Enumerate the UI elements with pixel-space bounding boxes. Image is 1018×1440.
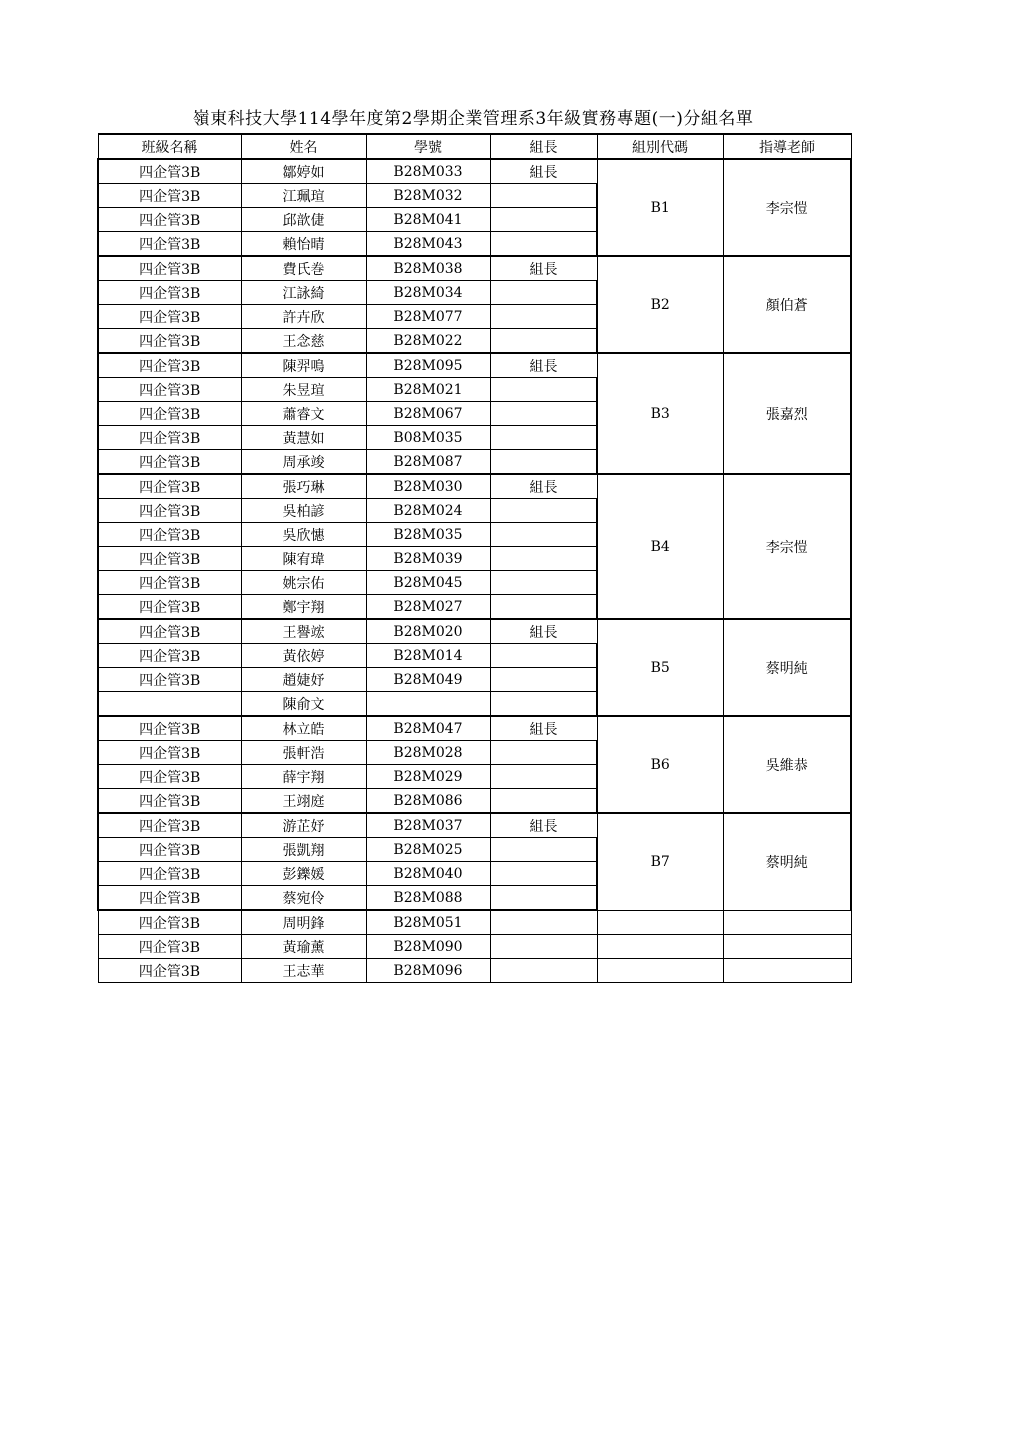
class-cell — [98, 692, 241, 717]
class-cell: 四企管3B — [98, 208, 241, 232]
group-code-cell — [597, 935, 723, 959]
student-id-cell: B28M090 — [366, 935, 490, 959]
leader-cell — [490, 523, 597, 547]
student-id-cell: B28M045 — [366, 571, 490, 595]
student-id-cell: B28M034 — [366, 281, 490, 305]
student-id-cell: B28M035 — [366, 523, 490, 547]
class-cell: 四企管3B — [98, 159, 241, 184]
name-cell: 王念慈 — [241, 329, 366, 354]
class-cell: 四企管3B — [98, 619, 241, 644]
student-id-cell: B28M021 — [366, 378, 490, 402]
leader-cell — [490, 281, 597, 305]
name-cell: 蔡宛伶 — [241, 886, 366, 911]
student-id-cell: B28M030 — [366, 474, 490, 499]
name-cell: 王志華 — [241, 959, 366, 983]
ungrouped-rows — [98, 910, 851, 983]
class-cell: 四企管3B — [98, 499, 241, 523]
class-cell: 四企管3B — [98, 378, 241, 402]
grouped-rows — [98, 159, 851, 910]
table-row — [98, 256, 851, 281]
student-id-cell: B28M051 — [366, 910, 490, 935]
column-header-class: 班級名稱 — [98, 134, 241, 159]
leader-cell — [490, 910, 597, 935]
class-cell: 四企管3B — [98, 935, 241, 959]
column-header-name: 姓名 — [241, 134, 366, 159]
group-code-cell: B3 — [597, 353, 723, 474]
class-cell: 四企管3B — [98, 474, 241, 499]
leader-cell: 組長 — [490, 159, 597, 184]
name-cell: 張凱翔 — [241, 838, 366, 862]
leader-cell — [490, 644, 597, 668]
leader-cell — [490, 232, 597, 257]
leader-cell — [490, 329, 597, 354]
student-id-cell: B28M014 — [366, 644, 490, 668]
name-cell: 薛宇翔 — [241, 765, 366, 789]
name-cell: 江珮瑄 — [241, 184, 366, 208]
class-cell: 四企管3B — [98, 523, 241, 547]
class-cell: 四企管3B — [98, 838, 241, 862]
class-cell: 四企管3B — [98, 184, 241, 208]
leader-cell — [490, 378, 597, 402]
name-cell: 江詠綺 — [241, 281, 366, 305]
class-cell: 四企管3B — [98, 547, 241, 571]
student-id-cell: B08M035 — [366, 426, 490, 450]
name-cell: 黃慧如 — [241, 426, 366, 450]
leader-cell — [490, 838, 597, 862]
class-cell: 四企管3B — [98, 862, 241, 886]
class-cell: 四企管3B — [98, 305, 241, 329]
leader-cell: 組長 — [490, 813, 597, 838]
student-id-cell — [366, 692, 490, 717]
name-cell: 陳俞文 — [241, 692, 366, 717]
group-code-cell — [597, 910, 723, 935]
student-id-cell: B28M049 — [366, 668, 490, 692]
class-cell: 四企管3B — [98, 353, 241, 378]
table-header — [98, 134, 851, 159]
name-cell: 許卉欣 — [241, 305, 366, 329]
leader-cell — [490, 959, 597, 983]
student-id-cell: B28M039 — [366, 547, 490, 571]
student-id-cell: B28M022 — [366, 329, 490, 354]
name-cell: 張巧琳 — [241, 474, 366, 499]
name-cell: 吳柏諺 — [241, 499, 366, 523]
class-cell: 四企管3B — [98, 765, 241, 789]
group-roster-table — [97, 133, 852, 983]
table-row — [98, 619, 851, 644]
leader-cell: 組長 — [490, 716, 597, 741]
student-id-cell: B28M038 — [366, 256, 490, 281]
class-cell: 四企管3B — [98, 910, 241, 935]
table-row — [98, 716, 851, 741]
name-cell: 王譽竤 — [241, 619, 366, 644]
name-cell: 王翊庭 — [241, 789, 366, 814]
class-cell: 四企管3B — [98, 281, 241, 305]
advisor-cell — [723, 935, 851, 959]
column-header-advisor: 指導老師 — [723, 134, 851, 159]
name-cell: 張軒浩 — [241, 741, 366, 765]
leader-cell — [490, 547, 597, 571]
table-row — [98, 159, 851, 184]
student-id-cell: B28M040 — [366, 862, 490, 886]
class-cell: 四企管3B — [98, 644, 241, 668]
class-cell: 四企管3B — [98, 741, 241, 765]
student-id-cell: B28M067 — [366, 402, 490, 426]
name-cell: 鄒婷如 — [241, 159, 366, 184]
name-cell: 黃依婷 — [241, 644, 366, 668]
table-row — [98, 959, 851, 983]
student-id-cell: B28M027 — [366, 595, 490, 620]
advisor-cell: 李宗愷 — [723, 474, 851, 619]
class-cell: 四企管3B — [98, 668, 241, 692]
advisor-cell: 蔡明純 — [723, 813, 851, 910]
class-cell: 四企管3B — [98, 402, 241, 426]
document-title: 嶺東科技大學114學年度第2學期企業管理系3年級實務專題(一)分組名單 — [192, 109, 754, 129]
leader-cell — [490, 886, 597, 911]
table-row — [98, 935, 851, 959]
column-header-group-code: 組別代碼 — [597, 134, 723, 159]
class-cell: 四企管3B — [98, 595, 241, 620]
name-cell: 彭鑠媛 — [241, 862, 366, 886]
class-cell: 四企管3B — [98, 450, 241, 475]
student-id-cell: B28M028 — [366, 741, 490, 765]
leader-cell: 組長 — [490, 256, 597, 281]
leader-cell — [490, 595, 597, 620]
student-id-cell: B28M025 — [366, 838, 490, 862]
table-row — [98, 474, 851, 499]
student-id-cell: B28M088 — [366, 886, 490, 911]
advisor-cell — [723, 959, 851, 983]
name-cell: 陳羿鳴 — [241, 353, 366, 378]
group-code-cell: B1 — [597, 159, 723, 256]
name-cell: 朱昱瑄 — [241, 378, 366, 402]
leader-cell — [490, 765, 597, 789]
leader-cell: 組長 — [490, 353, 597, 378]
class-cell: 四企管3B — [98, 256, 241, 281]
group-code-cell — [597, 959, 723, 983]
name-cell: 陳宥瑋 — [241, 547, 366, 571]
leader-cell — [490, 668, 597, 692]
class-cell: 四企管3B — [98, 813, 241, 838]
name-cell: 周明鋒 — [241, 910, 366, 935]
student-id-cell: B28M087 — [366, 450, 490, 475]
column-header-student-id: 學號 — [366, 134, 490, 159]
table-row — [98, 813, 851, 838]
class-cell: 四企管3B — [98, 959, 241, 983]
name-cell: 游芷妤 — [241, 813, 366, 838]
student-id-cell: B28M077 — [366, 305, 490, 329]
name-cell: 費氏巻 — [241, 256, 366, 281]
student-id-cell: B28M086 — [366, 789, 490, 814]
class-cell: 四企管3B — [98, 716, 241, 741]
student-id-cell: B28M043 — [366, 232, 490, 257]
name-cell: 邱歆倢 — [241, 208, 366, 232]
student-id-cell: B28M096 — [366, 959, 490, 983]
student-id-cell: B28M024 — [366, 499, 490, 523]
leader-cell — [490, 571, 597, 595]
class-cell: 四企管3B — [98, 886, 241, 911]
name-cell: 賴怡晴 — [241, 232, 366, 257]
advisor-cell: 吳維恭 — [723, 716, 851, 813]
name-cell: 蕭睿文 — [241, 402, 366, 426]
table-row — [98, 910, 851, 935]
leader-cell — [490, 450, 597, 475]
group-code-cell: B6 — [597, 716, 723, 813]
name-cell: 鄭宇翔 — [241, 595, 366, 620]
leader-cell — [490, 208, 597, 232]
leader-cell — [490, 499, 597, 523]
class-cell: 四企管3B — [98, 329, 241, 354]
leader-cell: 組長 — [490, 619, 597, 644]
leader-cell — [490, 692, 597, 717]
leader-cell — [490, 184, 597, 208]
leader-cell — [490, 935, 597, 959]
student-id-cell: B28M020 — [366, 619, 490, 644]
advisor-cell: 張嘉烈 — [723, 353, 851, 474]
name-cell: 林立皓 — [241, 716, 366, 741]
group-code-cell: B5 — [597, 619, 723, 716]
table-row — [98, 353, 851, 378]
name-cell: 黃瑜薰 — [241, 935, 366, 959]
name-cell: 姚宗佑 — [241, 571, 366, 595]
leader-cell — [490, 789, 597, 814]
student-id-cell: B28M033 — [366, 159, 490, 184]
student-id-cell: B28M095 — [366, 353, 490, 378]
group-code-cell: B2 — [597, 256, 723, 353]
name-cell: 吳欣憓 — [241, 523, 366, 547]
name-cell: 周承竣 — [241, 450, 366, 475]
leader-cell — [490, 741, 597, 765]
advisor-cell: 李宗愷 — [723, 159, 851, 256]
leader-cell — [490, 305, 597, 329]
leader-cell — [490, 402, 597, 426]
class-cell: 四企管3B — [98, 789, 241, 814]
header-row — [98, 134, 851, 159]
leader-cell — [490, 426, 597, 450]
student-id-cell: B28M041 — [366, 208, 490, 232]
group-code-cell: B4 — [597, 474, 723, 619]
advisor-cell: 蔡明純 — [723, 619, 851, 716]
student-id-cell: B28M032 — [366, 184, 490, 208]
student-id-cell: B28M037 — [366, 813, 490, 838]
class-cell: 四企管3B — [98, 232, 241, 257]
student-id-cell: B28M047 — [366, 716, 490, 741]
class-cell: 四企管3B — [98, 426, 241, 450]
advisor-cell — [723, 910, 851, 935]
name-cell: 趙婕妤 — [241, 668, 366, 692]
leader-cell — [490, 862, 597, 886]
class-cell: 四企管3B — [98, 571, 241, 595]
group-code-cell: B7 — [597, 813, 723, 910]
advisor-cell: 顏伯蒼 — [723, 256, 851, 353]
leader-cell: 組長 — [490, 474, 597, 499]
student-id-cell: B28M029 — [366, 765, 490, 789]
column-header-leader: 組長 — [490, 134, 597, 159]
